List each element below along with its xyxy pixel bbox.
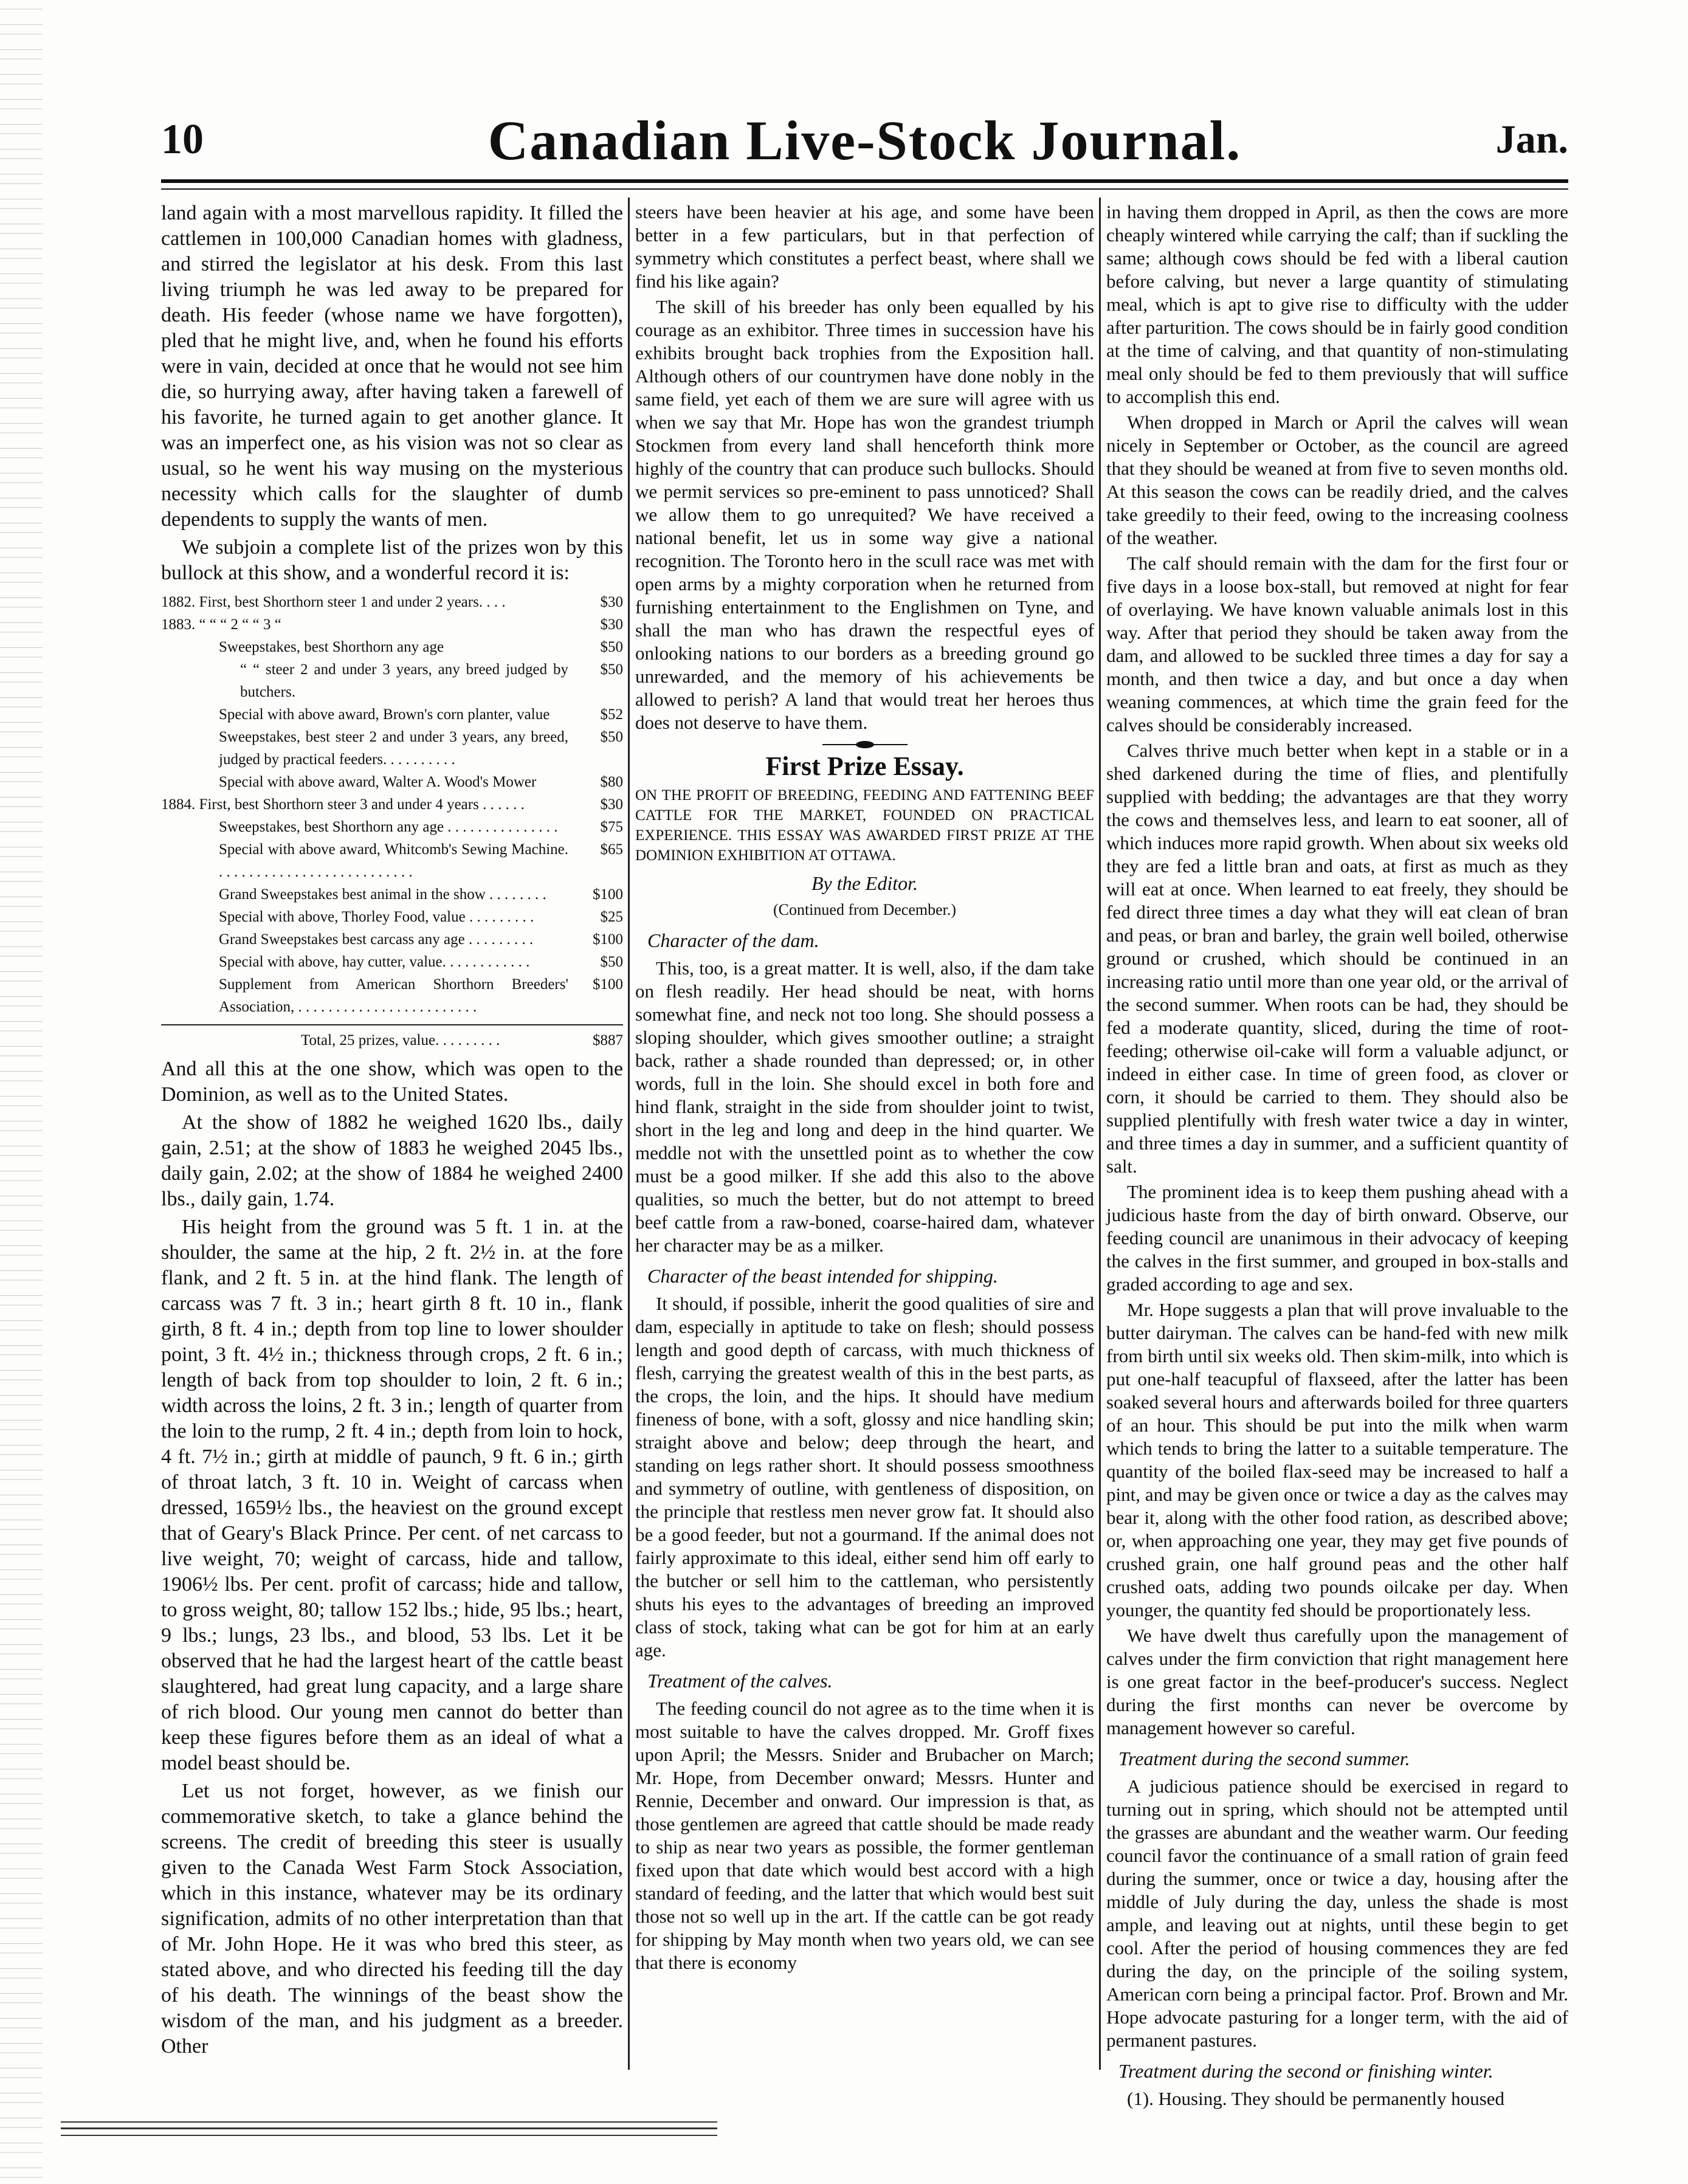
prize-description: Sweepstakes, best Shorthorn any age: [219, 639, 444, 655]
journal-title: Canadian Live-Stock Journal.: [487, 109, 1242, 171]
total-amount: $887: [593, 1032, 623, 1049]
paragraph: When dropped in March or April the calves will wean nicely in September or October, as the council are agreed that they should be weaned at from five to seven months old. At this season the cows can be readily dried, and the calves take greedily to their feed, owing to the increasing coolness of the weather.: [1106, 412, 1568, 548]
subheading: Treatment of the calves.: [647, 1670, 833, 1692]
prize-description: Special with above award, Whitcomb's Sewing Machine. . . . . . . . . . . . . . . . . . . . . . . . . . .: [219, 841, 568, 880]
prize-amount: $50: [600, 661, 623, 678]
prize-row: [161, 658, 623, 703]
prize-row: [161, 973, 623, 1018]
prize-amount: $100: [593, 886, 623, 903]
footer-rule: [61, 2135, 717, 2136]
prize-description: 1883. “ “ “ 2 “ “ 3 “: [161, 616, 281, 633]
paragraph: land again with a most marvellous rapidity. It filled the cattlemen in 100,000 Canadian homes with gladness, and stirred the legislator at his desk. From this last living triumph he was led away to be prepared for death. His feeder (whose name we have forgotten), pled that he might live, and, when he found his efforts were in vain, decided at once that he would not see him die, so hurrying away, after having taken a farewell of his favorite, he turned again to get another glance. It was an imperfect one, as his vision was not so clear as usual, so he went his way musing on the mysterious necessity which calls for the slaughter of dumb dependents to supply the wants of men.: [161, 202, 623, 531]
paragraph: Calves thrive much better when kept in a stable or in a shed darkened during the time of flies, and plentifully supplied with bedding; the advantages are that they worry the cows and themselves less, and learn to eat sooner, all of which induces more rapid growth. When about six weeks old they are fed a little bran and oats, at first as much as they will eat at once. When learned to eat freely, they should be fed direct three times a day what they will eat clean of bran and peas, or bran and barley, the grain well boiled, otherwise ground or crushed, which should be continued in an increasing ratio until more than one year old, or the arrival of the second summer. When roots can be had, they should be fed a moderate quantity, sliced, during the time of root-feeding; otherwise oil-cake will form a valuable adjunct, or indeed in either case. In time of green food, as clover or corn, it should be carried to them. They should also be supplied plentifully with fresh water twice a day in winter, and three times a day in summer, and a sufficient quantity of salt.: [1106, 740, 1568, 1177]
continued-note: (Continued from December.): [773, 901, 957, 918]
prize-amount: $50: [600, 954, 623, 970]
prize-description: Special with above award, Brown's corn planter, value: [219, 706, 550, 723]
prize-amount: $100: [593, 931, 623, 948]
paragraph: steers have been heavier at his age, and some have been better in a few particulars, but in that perfection of symmetry which constitutes a perfect beast, where shall we find his like again?: [635, 201, 1094, 292]
total-row: [161, 1024, 623, 1052]
prize-row: [161, 928, 623, 951]
column-3: [1106, 201, 1568, 2109]
paragraph: His height from the ground was 5 ft. 1 in. at the shoulder, the same at the hip, 2 ft. 2½ in. at the fore flank, and 2 ft. 5 in. at the hind flank. The length of carcass was 7 ft. 3 in.; heart girth 8 ft. 10 in., flank girth, 8 ft. 4 in.; depth from top line to lower shoulder point, 3 ft. 4½ in.; thickness through crops, 2 ft. 6 in.; length of back from top shoulder to loin, 2 ft. 6 in.; width across the loins, 2 ft. 3 in.; length of quarter from the loin to the rump, 2 ft. 4 in.; depth from loin to hock, 4 ft. 7½ in.; girth at middle of paunch, 9 ft. 6 in.; girth of throat latch, 3 ft. 10 in. Weight of carcass when dressed, 1659½ lbs., the heaviest on the ground except that of Geary's Black Prince. Per cent. of net carcass to live weight, 70; weight of carcass, hide and tallow, 1906½ lbs. Per cent. profit of carcass; hide and tallow, to gross weight, 80; tallow 152 lbs.; hide, 95 lbs.; heart, 9 lbs.; lungs, 23 lbs., and blood, 53 lbs. Let it be observed that he had the largest heart of the cattle beast slaughtered, had great lung capacity, and a large share of rich blood. Our young men cannot do better than keep these figures before them as an ideal of what a model beast should be.: [161, 1216, 623, 1774]
prize-row: [161, 883, 623, 906]
prize-row: [161, 906, 623, 928]
paragraph: The prominent idea is to keep them pushing ahead with a judicious haste from the day of birth onward. Observe, our feeding council are unanimous in their advocacy of keeping the calves in the first summer, and grouped in box-stalls and graded according to age and sex.: [1106, 1181, 1568, 1295]
prize-description: Supplement from American Shorthorn Breeders' Association, . . . . . . . . . . . . . . . . . . . . . . . .: [219, 976, 568, 1015]
prize-amount: $65: [600, 841, 623, 858]
subheading: Treatment during the second summer.: [1118, 1748, 1410, 1769]
prize-amount: $50: [600, 729, 623, 745]
column-1: [161, 201, 623, 2061]
prize-description: Grand Sweepstakes best animal in the show . . . . . . . .: [219, 886, 546, 903]
prize-amount: $30: [600, 594, 623, 610]
paragraph: Mr. Hope suggests a plan that will prove invaluable to the butter dairyman. The calves can be hand-fed with new milk from birth until six weeks old. Then skim-milk, into which is put one-half teacupful of flaxseed, after the latter has been soaked several hours and afterwards boiled for three quarters of an hour. This should be put into the milk when warm which tends to bring the latter to a suitable temperature. The quantity of the boiled flax-seed may be increased to half a pint, and may be given once or twice a day as the calves may bear it, along with the other food ration, as described above; or, when approaching one year, they may get five pounds of crushed grain, one half ground peas and the other half crushed oats, adding two pounds oilcake per day. When younger, the quantity fed should be proportionately less.: [1106, 1299, 1568, 1621]
prize-row: [161, 816, 623, 838]
prize-description: “ “ steer 2 and under 3 years, any breed judged by butchers.: [240, 661, 568, 700]
masthead: [161, 103, 1568, 176]
prize-row: [161, 613, 623, 636]
prize-row: [161, 636, 623, 658]
prize-row: [161, 771, 623, 793]
paragraph: The skill of his breeder has only been equalled by his courage as an exhibitor. Three times in succession have his exhibits brought back trophies from the Exposition hall. Although others of our countrymen have done nobly in the same field, yet each of them we are sure will agree with us when we say that Mr. Hope has won the grandest triumph Stockmen from every land shall henceforth think more highly of the country that can produce such bullocks. Should we permit services so pre-eminent to pass unnoticed? Shall we allow them to go unrequited? We have received a national benefit, let us in some way give a national recognition. The Toronto hero in the scull race was met with open arms by a mighty corporation when he returned from furnishing entertainment to the Englishmen on Tyne, and shall the man who has drawn the respectful eyes of onlooking nations to our borders as a breeding ground go unrewarded, and the memory of his achievements be allowed to perish? A land that would treat her heroes thus does not deserve to have them.: [635, 296, 1094, 733]
prize-amount: $100: [593, 976, 623, 993]
prize-description: Special with above, hay cutter, value. . . . . . . . . . . .: [219, 954, 530, 970]
prize-amount: $30: [600, 616, 623, 633]
prize-description: Special with above, Thorley Food, value . . . . . . . . .: [219, 909, 534, 925]
prize-description: Sweepstakes, best steer 2 and under 3 years, any breed, judged by practical feeders. . . . . . . . . .: [219, 729, 568, 768]
paragraph: in having them dropped in April, as then the cows are more cheaply wintered while carrying the calf; than if suckling the same; although cows should be fed with a liberal caution before calving, but never a large quantity of stimulating meal, which is apt to give rise to difficulty with the udder after parturition. The cows should be in fairly good condition at the time of calving, and that quantity of non-stimulating meal only should be fed to them previously that will suffice to accomplish this end.: [1106, 201, 1568, 407]
paragraph: It should, if possible, inherit the good qualities of sire and dam, especially in aptitude to take on flesh; should possess length and good depth of carcass, with much thickness of flesh, carrying the greatest wealth of this in the best parts, as the crops, the loin, and the hips. It should have medium fineness of bone, with a soft, glossy and nice handling skin; straight above and below; deep through the heart, and standing on legs rather short. It should possess smoothness and symmetry of outline, with gentleness of disposition, on the principle that restless men never grow fat. It should also be a good feeder, but not a gourmand. If the animal does not fairly approximate to this ideal, either send him off early to the butcher or sell him to the cattleman, who persistently shuts his eyes to the advantages of breeding an improved class of stock, taking what can be got for him at an early age.: [635, 1293, 1094, 1661]
prize-description: Special with above award, Walter A. Wood's Mower: [219, 774, 537, 790]
footer-rule: [61, 2127, 717, 2129]
section-divider: [822, 744, 908, 745]
column-divider-1: [628, 198, 630, 2070]
prize-description: Sweepstakes, best Shorthorn any age . . . . . . . . . . . . . . .: [219, 819, 558, 835]
subheading: Character of the beast intended for shipping.: [647, 1265, 998, 1287]
paragraph: The calf should remain with the dam for the first four or five days in a loose box-stall, but removed at night for fear of overlaying. We have known valuable animals lost in this way. After that period they should be taken away from the dam, and allowed to be suckled three times a day for say a month, and then twice a day, and but once a day when weaning commences, at which time the grain feed for the calves should be considerably increased.: [1106, 553, 1568, 735]
prize-amount: $52: [600, 706, 623, 723]
prize-description: 1882. First, best Shorthorn steer 1 and under 2 years. . . .: [161, 594, 506, 610]
prize-row: [161, 951, 623, 973]
prize-list: [161, 591, 623, 1018]
column-2: [635, 201, 1094, 2061]
essay-subtitle: ON THE PROFIT OF BREEDING, FEEDING AND FATTENING BEEF CATTLE FOR THE MARKET, FOUNDED ON PRACTICAL EXPERIENCE. THIS ESSAY WAS AWARDED FIRST PRIZE AT THE DOMINION EXHIBITION AT OTTAWA.: [635, 787, 1094, 864]
prize-row: [161, 591, 623, 613]
paragraph: And all this at the one show, which was open to the Dominion, as well as to the United States.: [161, 1058, 623, 1106]
issue-month: Jan.: [1495, 117, 1568, 162]
paragraph: This, too, is a great matter. It is well, also, if the dam take on flesh readily. Her head should be neat, with horns somewhat fine, and neck not too long. She should possess a sloping shoulder, which gives smoother outline; a straight back, rather a shade rounded than depressed; or, in other words, full in the loin. She should excel in both fore and hind flank, straight in the side from shoulder joint to twist, short in the leg and long and deep in the hind quarter. We meddle not with the unsettled point as to whether the cow must be a good milker. If she add this also to the above qualities, so much the better, but do not attempt to breed beef cattle from a raw-boned, coarse-haired dam, whatever her character may be as a milker.: [635, 957, 1094, 1256]
footer-rule: [61, 2121, 717, 2123]
prize-amount: $50: [600, 639, 623, 655]
prize-description: Grand Sweepstakes best carcass any age . . . . . . . . .: [219, 931, 534, 948]
header-rule-thin: [161, 188, 1568, 190]
prize-row: [161, 726, 623, 771]
header-rule-thick: [161, 179, 1568, 183]
column-divider-2: [1099, 198, 1101, 2070]
paragraph: We subjoin a complete list of the prizes won by this bullock at this show, and a wonderful record it is:: [161, 536, 623, 584]
prize-description: 1884. First, best Shorthorn steer 3 and under 4 years . . . . . .: [161, 796, 525, 813]
byline: By the Editor.: [811, 872, 918, 894]
prize-row: [161, 838, 623, 883]
prize-total: [161, 1024, 623, 1052]
prize-amount: $30: [600, 796, 623, 813]
subheading: Treatment during the second or finishing winter.: [1118, 2060, 1493, 2082]
prize-amount: $75: [600, 819, 623, 835]
total-label: Total, 25 prizes, value. . . . . . . . .: [301, 1032, 500, 1049]
paragraph: A judicious patience should be exercised in regard to turning out in spring, which should not be attempted until the grasses are abundant and the weather warm. Our feeding council favor the continuance of a small ration of grain feed during the summer, once or twice a day, housing after the middle of July during the day, unless the shade is most ample, and leaving out at nights, until these begin to get cool. After the period of housing commences they are fed during the day, on the principle of the soiling system, American corn being a principal factor. Prof. Brown and Mr. Hope advocate pasturing for a longer term, with the aid of permanent pastures.: [1106, 1776, 1568, 2051]
prize-row: [161, 703, 623, 726]
paragraph: (1). Housing. They should be permanently housed: [1127, 2088, 1505, 2109]
prize-amount: $25: [600, 909, 623, 925]
paragraph: We have dwelt thus carefully upon the management of calves under the firm conviction that right management here is one great factor in the beef-producer's success. Neglect during the first months can never be overcome by management however so careful.: [1106, 1625, 1568, 1738]
page-edge-scan-artifact: [0, 0, 43, 2184]
prize-amount: $80: [600, 774, 623, 790]
paragraph: The feeding council do not agree as to the time when it is most suitable to have the calves dropped. Mr. Groff fixes upon April; the Messrs. Snider and Brubacher on March; Mr. Hope, from December onward; Messrs. Hunter and Rennie, December and onward. Our impression is that, as those gentlemen are agreed that cattle should be made ready to ship as near two years as possible, the former gentleman fixed upon that date which would best accord with a high standard of feeding, and the latter that which would best suit those not so well up in the art. If the cattle can be got ready for shipping by May month when two years old, we can see that there is economy: [635, 1698, 1094, 1973]
subheading: Character of the dam.: [647, 929, 819, 951]
paragraph: Let us not forget, however, as we finish our commemorative sketch, to take a glance behind the screens. The credit of breeding this steer is usually given to the Canada West Farm Stock Association, which in this instance, whatever may be its ordinary signification, admits of no other interpretation than that of Mr. John Hope. He it was who bred this steer, as stated above, and who directed his feeding till the day of his death. The winnings of the beast show the wisdom of the man, and his judgment as a breeder. Other: [161, 1780, 623, 2058]
paragraph: At the show of 1882 he weighed 1620 lbs., daily gain, 2.51; at the show of 1883 he weighed 2045 lbs., daily gain, 2.02; at the show of 1884 he weighed 2400 lbs., daily gain, 1.74.: [161, 1111, 623, 1210]
essay-title: First Prize Essay.: [765, 751, 964, 781]
prize-row: [161, 793, 623, 816]
page-number: 10: [161, 116, 204, 163]
